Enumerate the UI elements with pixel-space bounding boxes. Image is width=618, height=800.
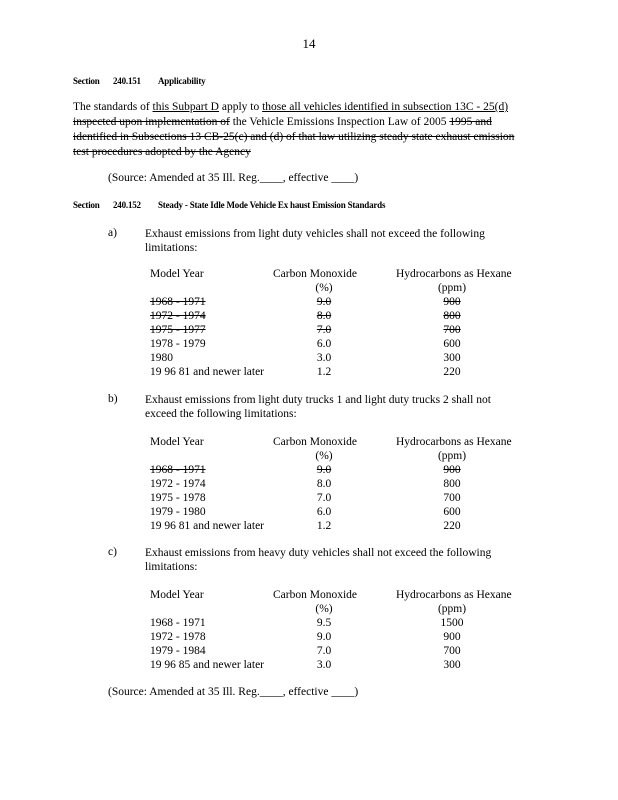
cell-hydrocarbons: 800 xyxy=(443,310,461,322)
cell-hydrocarbons: 600 xyxy=(443,506,461,518)
page-number: 14 xyxy=(302,36,316,51)
cell-hydrocarbons: 700 xyxy=(443,324,461,336)
table-row xyxy=(150,477,530,491)
text-run: apply to xyxy=(218,101,263,113)
table-units xyxy=(150,602,530,616)
cell-model-year: 19 96 81 and newer later xyxy=(150,366,265,378)
cell-model-year: 1979 - 1984 xyxy=(150,645,206,657)
cell-model-year: 1972 - 1978 xyxy=(150,631,206,643)
table-row xyxy=(150,309,530,323)
cell-hydrocarbons: 900 xyxy=(443,464,461,476)
cell-carbon-monoxide: 8.0 xyxy=(316,310,332,322)
subsection-b-label: b) xyxy=(108,393,118,405)
inserted-text: those all vehicles identified in subsection 13C - 25(d) xyxy=(262,101,509,113)
header-hydrocarbons: Hydrocarbons as Hexane xyxy=(396,268,512,280)
cell-carbon-monoxide: 7.0 xyxy=(316,645,332,657)
header-carbon-monoxide: Carbon Monoxide xyxy=(273,436,358,448)
table-row xyxy=(150,463,530,477)
cell-model-year: 1972 - 1974 xyxy=(150,478,206,490)
cell-model-year: 1972 - 1974 xyxy=(150,310,206,322)
cell-carbon-monoxide: 9.0 xyxy=(316,296,332,308)
table-header xyxy=(150,267,530,281)
header-model-year: Model Year xyxy=(150,436,204,448)
cell-carbon-monoxide: 8.0 xyxy=(316,478,332,490)
table-row xyxy=(150,658,530,672)
table-row xyxy=(150,365,530,379)
cell-carbon-monoxide: 1.2 xyxy=(316,520,332,532)
applicability-line-3: identified in Subsections 13 CB-25(c) and (d) of that law utilizing steady state exhaust emission xyxy=(73,131,515,143)
unit-ppm: (ppm) xyxy=(437,603,467,615)
section-number: 240.152 xyxy=(113,200,141,210)
table-header xyxy=(150,435,530,449)
table-row xyxy=(150,616,530,630)
cell-hydrocarbons: 900 xyxy=(443,296,461,308)
cell-model-year: 1968 - 1971 xyxy=(150,464,206,476)
subsection-a-text-1: Exhaust emissions from light duty vehicles shall not exceed the following xyxy=(145,228,485,240)
cell-hydrocarbons: 900 xyxy=(443,631,461,643)
table-units xyxy=(150,281,530,295)
table-header xyxy=(150,588,530,602)
cell-hydrocarbons: 700 xyxy=(443,645,461,657)
deleted-text: 1995 and xyxy=(449,116,492,128)
cell-carbon-monoxide: 7.0 xyxy=(316,492,332,504)
subsection-a-text-2: limitations: xyxy=(145,242,198,254)
section-label: Section xyxy=(73,76,100,86)
cell-model-year: 19 96 85 and newer later xyxy=(150,659,265,671)
header-hydrocarbons: Hydrocarbons as Hexane xyxy=(396,436,512,448)
cell-model-year: 1975 - 1977 xyxy=(150,324,206,336)
unit-percent: (%) xyxy=(315,450,333,462)
cell-carbon-monoxide: 9.0 xyxy=(316,464,332,476)
header-carbon-monoxide: Carbon Monoxide xyxy=(273,268,358,280)
unit-percent: (%) xyxy=(315,282,333,294)
unit-ppm: (ppm) xyxy=(437,450,467,462)
cell-carbon-monoxide: 6.0 xyxy=(316,338,332,350)
table-row xyxy=(150,519,530,533)
unit-ppm: (ppm) xyxy=(437,282,467,294)
cell-carbon-monoxide: 9.0 xyxy=(316,631,332,643)
emission-table-b xyxy=(150,435,530,535)
emission-table-c xyxy=(150,588,530,678)
source-note-1: (Source: Amended at 35 Ill. Reg.____, effective ____) xyxy=(108,172,359,184)
cell-hydrocarbons: 220 xyxy=(443,366,461,378)
source-note-2: (Source: Amended at 35 Ill. Reg.____, effective ____) xyxy=(108,686,359,698)
subsection-a-label: a) xyxy=(108,227,117,239)
subsection-b-text-2: exceed the following limitations: xyxy=(145,408,297,420)
cell-model-year: 19 96 81 and newer later xyxy=(150,520,265,532)
subsection-c-text-1: Exhaust emissions from heavy duty vehicles shall not exceed the following xyxy=(145,547,492,559)
header-carbon-monoxide: Carbon Monoxide xyxy=(273,589,358,601)
cell-carbon-monoxide: 6.0 xyxy=(316,506,332,518)
cell-hydrocarbons: 220 xyxy=(443,520,461,532)
table-row xyxy=(150,505,530,519)
cell-model-year: 1978 - 1979 xyxy=(150,338,206,350)
text-run: the Vehicle Emissions Inspection Law of 2005 xyxy=(229,116,450,128)
cell-carbon-monoxide: 3.0 xyxy=(316,659,332,671)
subsection-c-text-2: limitations: xyxy=(145,561,198,573)
cell-hydrocarbons: 600 xyxy=(443,338,461,350)
table-row xyxy=(150,295,530,309)
cell-model-year: 1968 - 1971 xyxy=(150,617,206,629)
deleted-text: inspected upon implementation of xyxy=(73,116,230,128)
section-title: Steady - State Idle Mode Vehicle Ex haust Emission Standards xyxy=(158,200,386,210)
header-model-year: Model Year xyxy=(150,268,204,280)
cell-hydrocarbons: 300 xyxy=(443,659,461,671)
section-title: Applicability xyxy=(158,76,206,86)
cell-carbon-monoxide: 9.5 xyxy=(316,617,332,629)
subsection-c-label: c) xyxy=(108,546,117,558)
table-row xyxy=(150,323,530,337)
table-row xyxy=(150,644,530,658)
cell-hydrocarbons: 300 xyxy=(443,352,461,364)
cell-model-year: 1975 - 1978 xyxy=(150,492,206,504)
header-hydrocarbons: Hydrocarbons as Hexane xyxy=(396,589,512,601)
inserted-text: this Subpart D xyxy=(152,101,219,113)
table-row xyxy=(150,491,530,505)
cell-hydrocarbons: 700 xyxy=(443,492,461,504)
unit-percent: (%) xyxy=(315,603,333,615)
cell-carbon-monoxide: 1.2 xyxy=(316,366,332,378)
table-row xyxy=(150,630,530,644)
cell-model-year: 1968 - 1971 xyxy=(150,296,206,308)
table-units xyxy=(150,449,530,463)
applicability-line-1 xyxy=(73,100,508,115)
cell-model-year: 1980 xyxy=(150,352,173,364)
emission-table-a xyxy=(150,267,530,387)
text-run: The standards of xyxy=(73,101,153,113)
section-number: 240.151 xyxy=(113,76,141,86)
table-row xyxy=(150,337,530,351)
section-label: Section xyxy=(73,200,100,210)
header-model-year: Model Year xyxy=(150,589,204,601)
subsection-b-text-1: Exhaust emissions from light duty trucks 1 and light duty trucks 2 shall not xyxy=(145,394,491,406)
applicability-line-4: test procedures adopted by the Agency xyxy=(73,146,251,158)
cell-carbon-monoxide: 3.0 xyxy=(316,352,332,364)
cell-hydrocarbons: 800 xyxy=(443,478,461,490)
applicability-line-2 xyxy=(73,115,492,130)
table-row xyxy=(150,351,530,365)
cell-model-year: 1979 - 1980 xyxy=(150,506,206,518)
cell-carbon-monoxide: 7.0 xyxy=(316,324,332,336)
cell-hydrocarbons: 1500 xyxy=(440,617,464,629)
